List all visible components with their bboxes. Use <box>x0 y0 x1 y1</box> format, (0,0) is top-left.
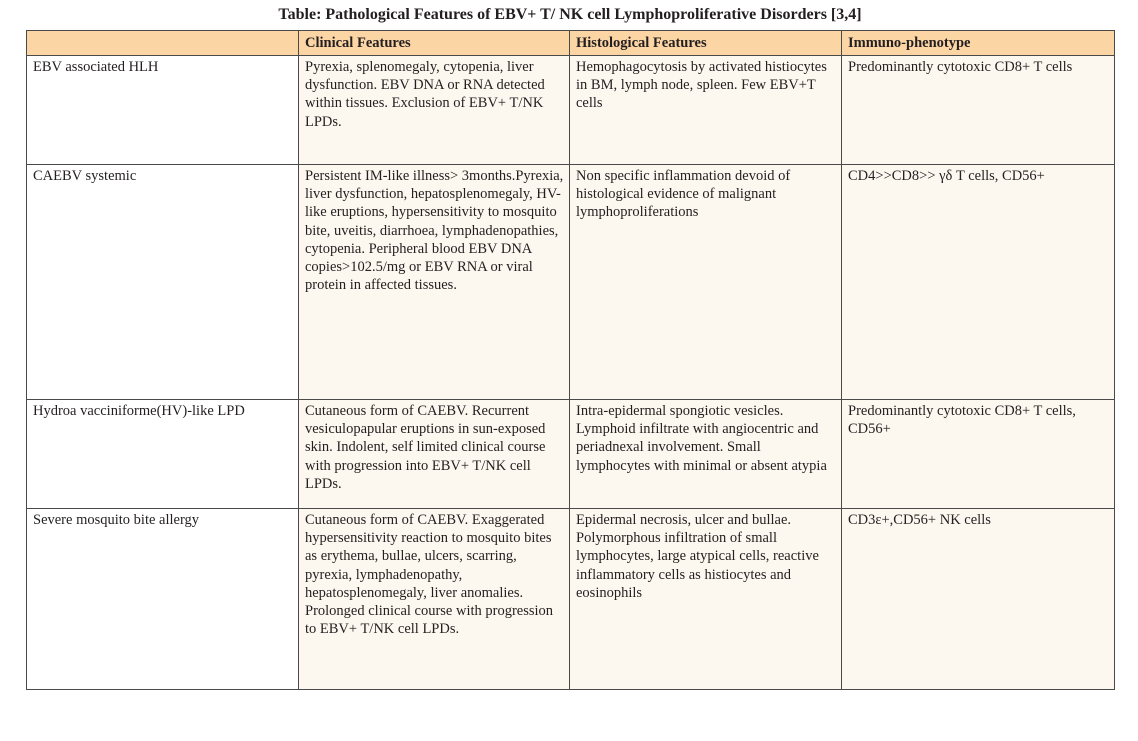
cell-entity: Severe mosquito bite allergy <box>27 509 299 690</box>
cell-histological: Non specific inflammation devoid of histological evidence of malignant lymphoproliferations <box>570 165 842 400</box>
header-cell-clinical: Clinical Features <box>299 31 570 56</box>
table-header-row <box>27 31 1115 56</box>
cell-clinical: Pyrexia, splenomegaly, cytopenia, liver dysfunction. EBV DNA or RNA detected within tissues. Exclusion of EBV+ T/NK LPDs. <box>299 56 570 165</box>
pathology-table <box>26 30 1115 690</box>
header-cell-immuno: Immuno-phenotype <box>842 31 1115 56</box>
table-row <box>27 56 1115 165</box>
table-row <box>27 509 1115 690</box>
cell-immuno: Predominantly cytotoxic CD8+ T cells, CD56+ <box>842 400 1115 509</box>
header-cell-histological: Histological Features <box>570 31 842 56</box>
cell-immuno: Predominantly cytotoxic CD8+ T cells <box>842 56 1115 165</box>
table-row <box>27 400 1115 509</box>
cell-histological: Intra-epidermal spongiotic vesicles. Lymphoid infiltrate with angiocentric and periadnexal involvement. Small lymphocytes with minimal or absent atypia <box>570 400 842 509</box>
cell-immuno: CD3ε+,CD56+ NK cells <box>842 509 1115 690</box>
cell-clinical: Cutaneous form of CAEBV. Exaggerated hypersensitivity reaction to mosquito bites as erythema, bullae, ulcers, scarring, pyrexia, lymphadenopathy, hepatosplenomegaly, liver anomalies. Prolonged clinical course with progression to EBV+ T/NK cell LPDs. <box>299 509 570 690</box>
cell-entity: Hydroa vacciniforme(HV)-like LPD <box>27 400 299 509</box>
table-caption: Table: Pathological Features of EBV+ T/ NK cell Lymphoproliferative Disorders [3,4] <box>278 6 862 23</box>
table-row <box>27 165 1115 400</box>
cell-clinical: Cutaneous form of CAEBV. Recurrent vesiculopapular eruptions in sun-exposed skin. Indolent, self limited clinical course with progression into EBV+ T/NK cell LPDs. <box>299 400 570 509</box>
cell-entity: EBV associated HLH <box>27 56 299 165</box>
cell-immuno: CD4>>CD8>> γδ T cells, CD56+ <box>842 165 1115 400</box>
cell-entity: CAEBV systemic <box>27 165 299 400</box>
cell-histological: Hemophagocytosis by activated histiocytes in BM, lymph node, spleen. Few EBV+T cells <box>570 56 842 165</box>
header-cell-entity <box>27 31 299 56</box>
cell-histological: Epidermal necrosis, ulcer and bullae. Polymorphous infiltration of small lymphocytes, large atypical cells, reactive inflammatory cells as histiocytes and eosinophils <box>570 509 842 690</box>
cell-clinical: Persistent IM-like illness> 3months.Pyrexia, liver dysfunction, hepatosplenomegaly, HV-like eruptions, hypersensitivity to mosquito bite, uveitis, diarrhoea, lymphadenopathies, cytopenia. Peripheral blood EBV DNA copies>102.5/mg or EBV RNA or viral protein in affected tissues. <box>299 165 570 400</box>
